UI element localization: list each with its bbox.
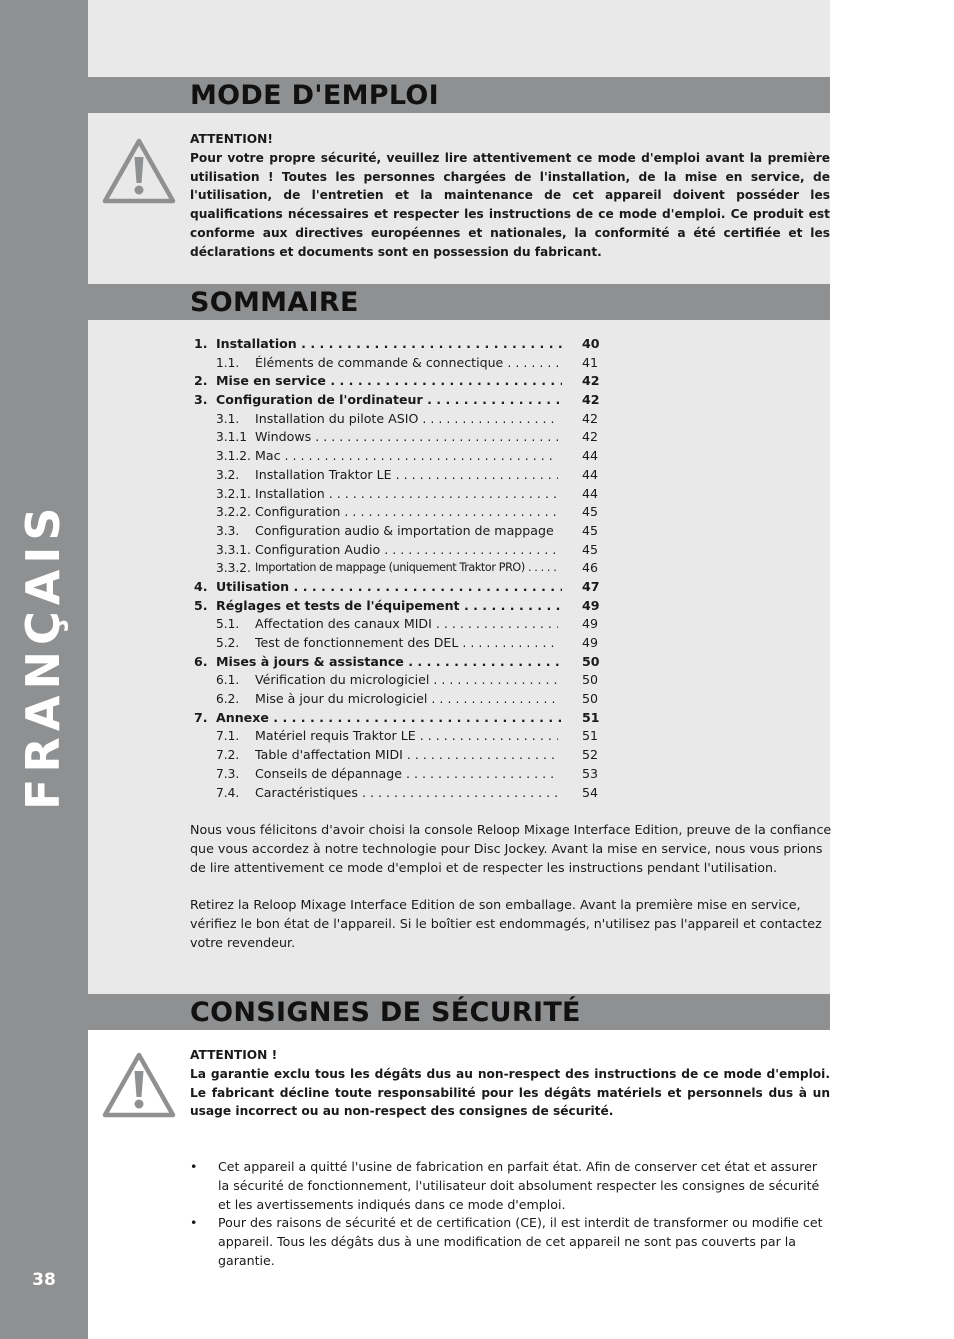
toc-entry-number: 3.2. [216,467,240,482]
toc-entry-page: 44 [582,448,599,464]
toc-entry [190,541,610,560]
toc-entry-page: 52 [582,747,599,763]
table-of-contents [190,335,610,802]
toc-entry [190,784,610,803]
toc-entry-page: 45 [582,522,599,538]
toc-entry-number: 7.3. [216,766,240,781]
toc-entry-page: 49 [582,635,599,650]
toc-entry-number: 1.1. [216,355,240,370]
toc-entry-title: Vérification du micrologiciel . . . [255,671,558,690]
toc-entry-number: 7.2. [216,748,240,763]
securite-notice [190,1046,830,1121]
toc-entry [190,765,610,784]
toc-entry-page: 50 [582,691,599,707]
toc-entry-page: 51 [582,728,599,744]
securite-title: CONSIGNES DE SÉCURITÉ [190,997,581,1028]
toc-entry [190,410,610,429]
safety-bullet-list [190,1158,830,1271]
toc-entry-title: Utilisation . . . [216,578,562,597]
securite-text: La garantie exclu tous les dégâts dus au non-respect des instructions de ce mode d'emploi. Le fabricant décline toute responsabilité pour les dégâts matériels et personnels dus à un usage incorrect ou au non-respect des consignes de sécurité. [190,1066,830,1119]
toc-entry-number: 3.3. [216,523,240,538]
toc-entry [190,578,610,597]
toc-entry [190,485,610,504]
toc-entry-number: 3.1. [216,411,240,426]
toc-entry-title: Table d'affectation MIDI . . . [255,746,558,765]
toc-entry [190,335,610,354]
toc-entry-page: 42 [582,429,599,445]
toc-entry [190,671,610,690]
toc-entry-number: 7. [194,709,208,725]
toc-entry-title: Importation de mappage (uniquement Traktor PRO) . . . [255,559,558,578]
toc-entry-title: Affectation des canaux MIDI . . . [255,615,558,634]
toc-entry-number: 3.2.2. [216,505,251,520]
toc-entry-title: Mises à jours & assistance . . . [216,653,562,672]
language-label: FRANÇAIS [16,501,70,810]
toc-entry-page: 44 [582,466,599,482]
intro-paragraph: Nous vous félicitons d'avoir choisi la console Reloop Mixage Interface Edition, preuve de la confiance que vous accordez à notre technologie pour Disc Jockey. Avant la mise en service, nous vous prions de lire attentivement ce mode d'emploi et de respecter les instructions pendant l'utilisation. [190,822,832,875]
toc-entry-number: 6.2. [216,692,240,707]
toc-entry-page: 45 [582,541,599,557]
toc-entry-number: 3.1.2. [216,449,251,464]
toc-entry-number: 3.3.1. [216,542,251,557]
page-number: 38 [32,1270,56,1290]
toc-entry-number: 5. [194,597,208,613]
sommaire-title: SOMMAIRE [190,287,359,318]
toc-entry-number: 5.2. [216,636,240,650]
toc-entry-title: Installation Traktor LE . . . [255,466,558,485]
list-item: • Pour des raisons de sécurité et de certification (CE), il est interdit de transformer ou modifie cet appareil. Tous les dégâts dus à une modification de cet appareil ne sont pas couverts par la garantie. [190,1214,830,1270]
toc-entry-page: 45 [582,504,599,520]
toc-entry-title: Réglages et tests de l'équipement . . . [216,597,562,616]
toc-entry-page: 42 [582,392,600,408]
toc-entry [190,559,610,578]
toc-entry [190,709,610,728]
toc-entry-number: 6.1. [216,673,240,688]
toc-entry-page: 54 [582,784,599,800]
toc-entry-title: Windows . . . [255,428,558,447]
mode-emploi-notice [190,130,830,262]
toc-entry-title: Configuration . . . [255,503,558,522]
toc-entry-title: Annexe . . . [216,709,562,728]
toc-entry [190,391,610,410]
toc-entry [190,428,610,447]
toc-entry-number: 5.1. [216,617,240,632]
toc-entry-number: 3.1.1 [216,430,248,445]
unpacking-paragraph: Retirez la Reloop Mixage Interface Edition de son emballage. Avant la première mise en service, vérifiez le bon état de l'appareil. Si le boîtier est endommagés, n'utilisez pas l'appareil et contactez votre revendeur. [190,897,822,950]
toc-entry-page: 49 [582,616,599,632]
toc-entry-number: 3.3.2. [216,561,251,576]
toc-entry-page: 47 [582,578,600,594]
toc-entry-title: Éléments de commande & connectique . . . [255,354,558,373]
toc-entry [190,522,610,541]
toc-entry-title: Configuration Audio . . . [255,541,558,560]
toc-entry-title: Matériel requis Traktor LE . . . [255,727,558,746]
sommaire-header [88,284,830,320]
toc-entry-page: 53 [582,765,599,781]
toc-entry-page: 49 [582,597,600,613]
toc-entry [190,354,610,373]
securite-header [88,994,830,1030]
toc-entry-title: Caractéristiques . . . [255,784,558,803]
toc-entry-page: 51 [582,709,600,725]
toc-entry-title: Mac . . . [255,447,558,466]
toc-entry [190,653,610,672]
toc-entry-page: 50 [582,653,600,669]
toc-entry [190,690,610,709]
toc-entry-page: 50 [582,672,599,688]
warning-triangle-icon [101,1051,177,1119]
toc-entry [190,466,610,485]
toc-entry-title: Mise en service . . . [216,372,562,391]
mode-emploi-title: MODE D'EMPLOI [190,80,439,111]
toc-entry-page: 42 [582,410,599,426]
toc-entry-number: 3.2.1. [216,486,251,501]
toc-entry-number: 1. [194,336,208,351]
mode-emploi-text: Pour votre propre sécurité, veuillez lire attentivement ce mode d'emploi avant la première utilisation ! Toutes les personnes chargées de l'installation, de la mise en service, de l'utilisation, de l'entretien et la maintenance de cet appareil doivent posséder les qualifications nécessaires et respecter les instructions de ce mode d'emploi. Ce produit est conforme aux directives européennes et nationales, la conformité a été certifiée et les déclarations et documents sont en possession du fabricant. [190,150,830,259]
toc-entry-title: Installation du pilote ASIO . . . [255,410,558,429]
warning-triangle-icon [101,137,177,205]
toc-entry-number: 2. [194,373,208,389]
toc-entry-number: 3. [194,392,208,408]
mode-emploi-header [88,77,830,113]
attention-label: ATTENTION ! [190,1048,278,1062]
toc-entry [190,746,610,765]
toc-entry-page: 44 [582,485,599,501]
toc-entry [190,615,610,634]
toc-entry [190,727,610,746]
toc-entry-number: 4. [194,578,208,594]
list-item: • Cet appareil a quitté l'usine de fabrication en parfait état. Afin de conserver cet état et assurer la sécurité de fonctionnement, l'utilisateur doit absolument respecter les consignes de sécurité et les avertissements indiqués dans ce mode d'emploi. [190,1158,830,1214]
toc-entry-title: Mise à jour du micrologiciel . . . [255,690,558,709]
toc-entry-title: Conseils de dépannage . . . [255,765,558,784]
toc-entry-page: 41 [582,354,599,370]
toc-entry-title: Installation . . . [216,335,562,354]
toc-entry-page: 42 [582,373,600,389]
language-sidebar [0,0,88,1339]
toc-entry-number: 7.4. [216,785,240,800]
toc-entry [190,447,610,466]
toc-entry-title: Test de fonctionnement des DEL . . . [255,634,558,653]
toc-entry [190,503,610,522]
attention-label: ATTENTION! [190,132,273,146]
toc-entry [190,634,610,653]
toc-entry [190,372,610,391]
toc-entry [190,597,610,616]
toc-entry-page: 40 [582,336,600,351]
toc-entry-title: Configuration audio & importation de mappage . . . [255,522,558,541]
toc-entry-number: 6. [194,653,208,669]
toc-entry-title: Configuration de l'ordinateur . . . [216,391,562,410]
toc-entry-page: 46 [582,560,599,576]
toc-entry-number: 7.1. [216,729,240,744]
toc-entry-title: Installation . . . [255,485,558,504]
